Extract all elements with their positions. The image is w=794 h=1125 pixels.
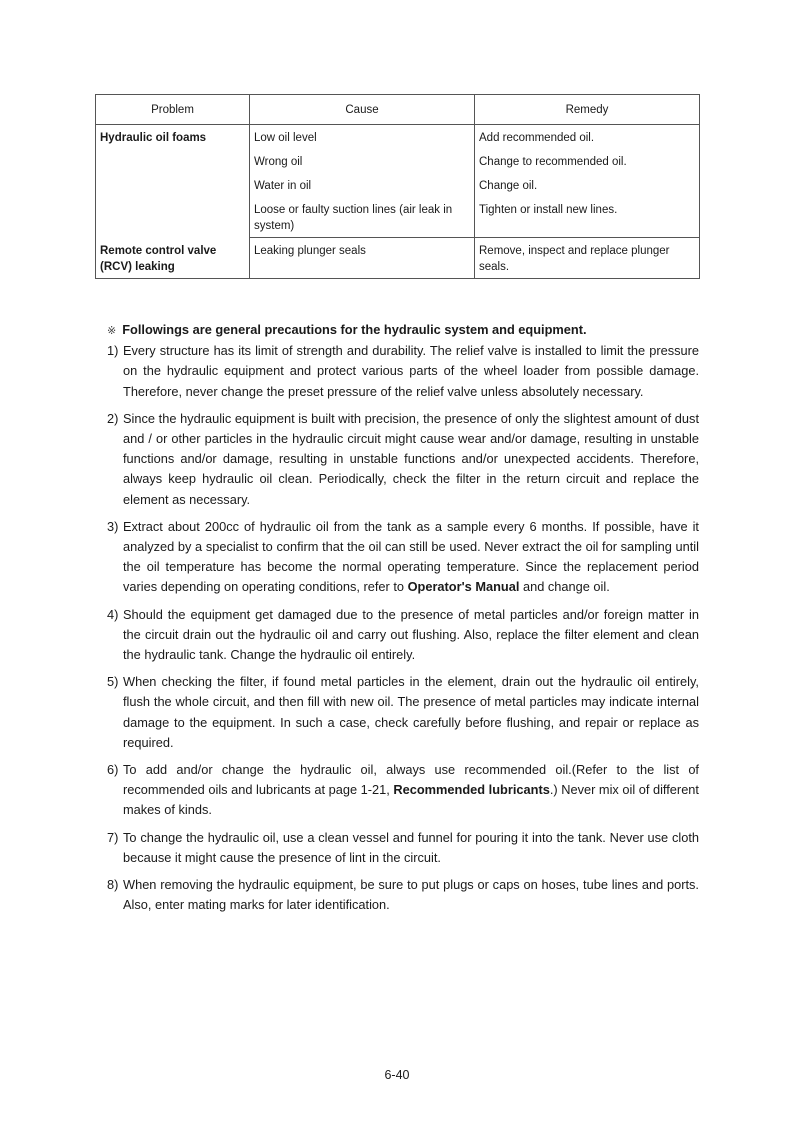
item-number: 4)	[107, 606, 119, 622]
list-item	[107, 828, 699, 868]
item-text: Extract about 200cc of hydraulic oil from the tank as a sample every 6 months. If possible, have it analyzed by a specialist to confirm that the oil can still be used. Never extract the oil for sampling until the oil temperature has become the normal operating temperature. Since the replacement period varies depending on operating conditions, refer to	[123, 518, 699, 595]
header-cause: Cause	[250, 95, 475, 125]
item-number: 8)	[107, 877, 119, 893]
troubleshooting-table	[95, 94, 700, 279]
list-item	[107, 341, 699, 402]
reference-mark-icon: ※	[107, 325, 117, 337]
problem-cell: Hydraulic oil foams	[96, 125, 250, 238]
lubricants-reference: Recommended lubricants	[393, 782, 550, 798]
heading-text: Followings are general precautions for the hydraulic system and equipment.	[122, 322, 587, 337]
remedy-line: Remove, inspect and replace plunger	[479, 245, 670, 257]
item-number: 7)	[107, 829, 119, 845]
list-item	[107, 605, 699, 666]
cause-cell: Water in oil	[250, 170, 475, 194]
item-text: Since the hydraulic equipment is built with precision, the presence of only the slightest amount of dust and / or other particles in the hydraulic circuit might cause wear and/or damage, resulting in unstable functions and/or damage, resulting in unstable functions and/or unexpected accidents. Therefore, always keep hydraulic oil clean. Periodically, check the filter in the return circuit and replace the element as necessary.	[123, 410, 699, 507]
table-row	[96, 238, 700, 279]
cause-line: system)	[254, 220, 295, 232]
item-number: 3)	[107, 518, 119, 534]
list-item	[107, 875, 699, 915]
table-row	[96, 125, 700, 147]
list-item	[107, 517, 699, 598]
remedy-cell: Change oil.	[475, 170, 700, 194]
cause-cell	[250, 194, 475, 238]
item-text: .) Never mix oil of different makes of kinds.	[123, 782, 699, 818]
item-number: 2)	[107, 410, 119, 426]
remedy-cell: Add recommended oil.	[475, 125, 700, 147]
remedy-cell	[475, 238, 700, 279]
page-number: 6-40	[384, 1068, 410, 1082]
list-item	[107, 672, 699, 753]
item-number: 5)	[107, 674, 119, 690]
cause-cell: Low oil level	[250, 125, 475, 147]
item-text: and change oil.	[519, 579, 610, 595]
manual-reference: Operator's Manual	[407, 579, 520, 595]
item-text: To add and/or change the hydraulic oil, always use recommended oil.(Refer to the list of recommended oils and lubricants at page 1-21,	[123, 762, 699, 798]
cause-cell: Wrong oil	[250, 146, 475, 170]
list-item	[107, 760, 699, 821]
remedy-cell: Change to recommended oil.	[475, 146, 700, 170]
item-text: When checking the filter, if found metal particles in the element, drain out the hydraulic oil entirely, flush the whole circuit, and then fill with new oil. The presence of metal particles may indicate internal damage to the equipment. In such a case, check carefully before flushing, and repair or replace as required.	[123, 674, 699, 750]
precautions-heading	[107, 320, 699, 341]
problem-cell	[96, 238, 250, 279]
header-remedy: Remedy	[475, 95, 700, 125]
precautions-list	[107, 341, 699, 915]
problem-line: Remote control valve	[100, 244, 217, 257]
cause-line: Loose or faulty suction lines (air leak in	[254, 204, 453, 216]
item-text: Should the equipment get damaged due to the presence of metal particles and/or foreign matter in the circuit drain out the hydraulic oil and carry out flushing. Also, replace the filter element and clean the hydraulic tank. Change the hydraulic oil entirely.	[123, 606, 699, 663]
item-text: To change the hydraulic oil, use a clean vessel and funnel for pouring it into the tank. Never use cloth because it might cause the presence of lint in the circuit.	[123, 829, 699, 865]
item-text: When removing the hydraulic equipment, be sure to put plugs or caps on hoses, tube lines and ports. Also, enter mating marks for later identification.	[123, 877, 699, 913]
problem-line: (RCV) leaking	[100, 260, 175, 273]
item-text: Every structure has its limit of strength and durability. The relief valve is installed to limit the pressure on the hydraulic equipment and protect various parts of the wheel loader from possible damage. Therefore, never change the preset pressure of the relief valve unless absolutely necessary.	[123, 343, 699, 399]
remedy-cell: Tighten or install new lines.	[475, 194, 700, 238]
cause-cell: Leaking plunger seals	[250, 238, 475, 279]
list-item	[107, 409, 699, 510]
table-header-row	[96, 95, 700, 125]
item-number: 6)	[107, 762, 119, 778]
header-problem: Problem	[96, 95, 250, 125]
precautions-section	[107, 320, 699, 922]
item-number: 1)	[107, 343, 119, 359]
remedy-line: seals.	[479, 261, 510, 273]
